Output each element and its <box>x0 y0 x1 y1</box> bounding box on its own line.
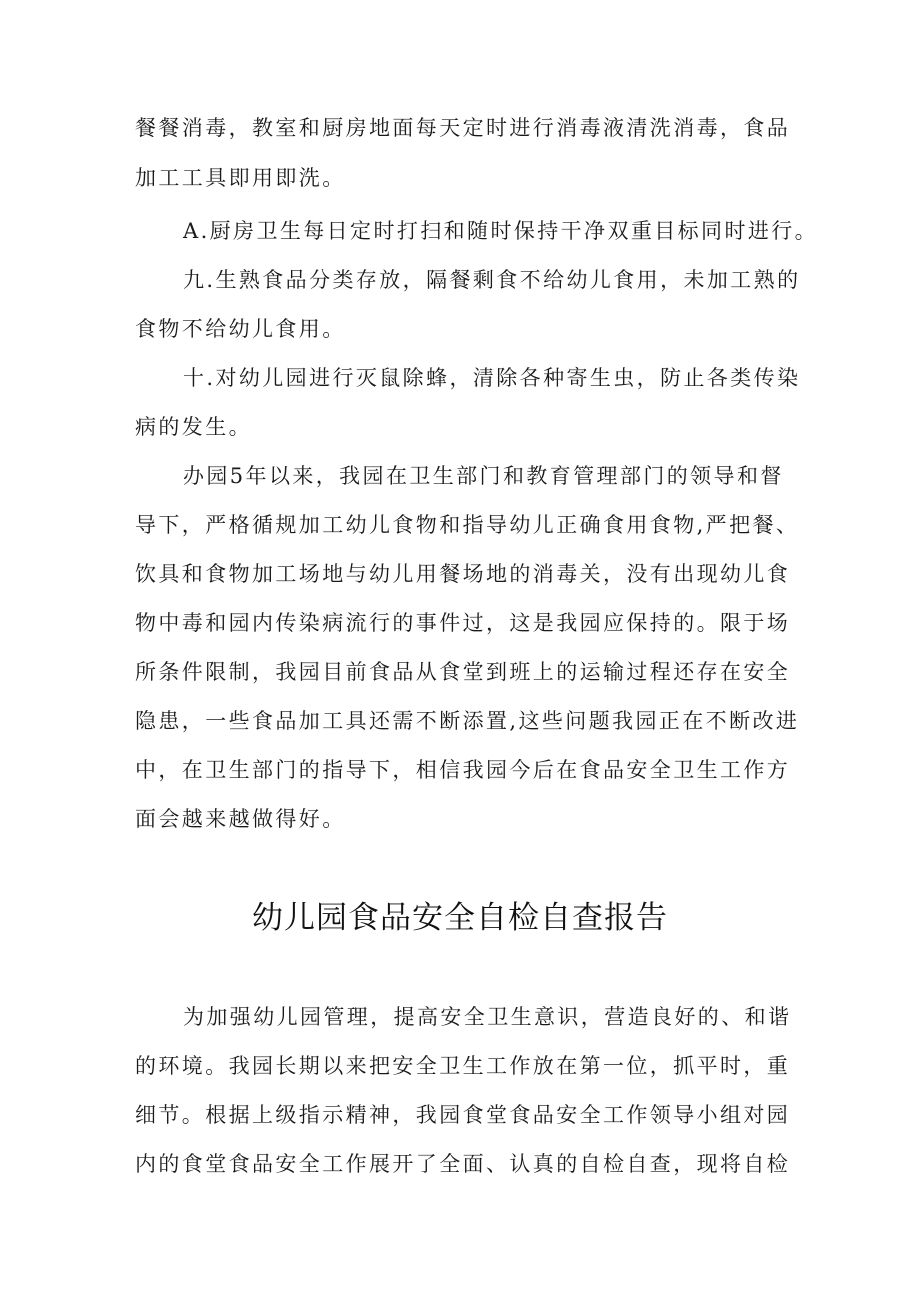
paragraph-line: 中，在卫生部门的指导下，相信我园今后在食品安全卫生工作方 <box>135 758 791 782</box>
paragraph-line: 食物不给幼儿食用。 <box>135 317 346 341</box>
paragraph-line: A.厨房卫生每日定时打扫和随时保持干净双重目标同时进行。 <box>183 219 819 243</box>
document-title: 幼儿园食品安全自检自查报告 <box>252 900 668 936</box>
paragraph-line: 十.对幼儿园进行灭鼠除蜂，清除各种寄生虫，防止各类传染 <box>183 366 801 390</box>
paragraph-line: 细节。根据上级指示精神，我园食堂食品安全工作领导小组对园 <box>135 1103 791 1127</box>
paragraph-line: 加工工具即用即洗。 <box>135 166 346 190</box>
paragraph-line: 物中毒和园内传染病流行的事件过，这是我园应保持的。限于场 <box>135 611 791 635</box>
paragraph-line: 餐餐消毒，教室和厨房地面每天定时进行消毒液清洗消毒，食品 <box>135 116 791 140</box>
paragraph-line: 隐患，一些食品加工具还需不断添置,这些问题我园正在不断改进 <box>135 709 800 733</box>
paragraph-line: 办园5年以来，我园在卫生部门和教育管理部门的领导和督 <box>183 464 784 488</box>
paragraph-line: 病的发生。 <box>135 415 252 439</box>
paragraph-line: 导下，严格循规加工幼儿食物和指导幼儿正确食用食物,严把餐、 <box>135 513 800 537</box>
paragraph-line: 九.生熟食品分类存放，隔餐剩食不给幼儿食用，未加工熟的 <box>183 268 801 292</box>
paragraph-line: 为加强幼儿园管理，提高安全卫生意识，营造良好的、和谐 <box>183 1005 792 1029</box>
paragraph-line: 饮具和食物加工场地与幼儿用餐场地的消毒关，没有出现幼儿食 <box>135 562 791 586</box>
paragraph-line: 的环境。我园长期以来把安全卫生工作放在第一位，抓平时，重 <box>135 1054 791 1078</box>
paragraph-line: 面会越来越做得好。 <box>135 807 346 831</box>
paragraph-line: 内的食堂食品安全工作展开了全面、认真的自检自查，现将自检 <box>135 1152 791 1176</box>
paragraph-line: 所条件限制，我园目前食品从食堂到班上的运输过程还存在安全 <box>135 660 791 684</box>
